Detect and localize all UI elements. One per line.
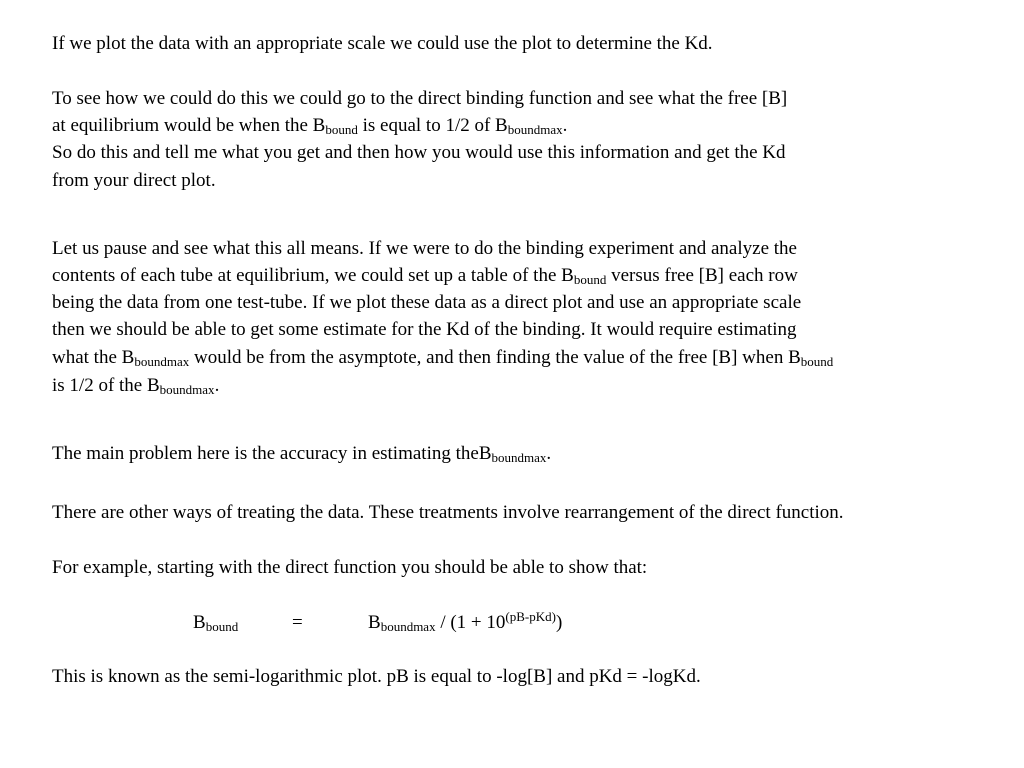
- text: B: [368, 612, 381, 633]
- subscript: boundmax: [380, 619, 436, 634]
- text-line: [52, 142, 786, 164]
- superscript: (pB-pKd): [505, 609, 556, 624]
- text: then we should be able to get some estimate for the Kd of the binding. It would require estimating: [52, 319, 797, 340]
- text: This is known as the semi-logarithmic plot. pB is equal to -log[B] and pKd = -logKd.: [52, 666, 701, 687]
- text: is equal to 1/2 of B: [357, 115, 508, 136]
- text: B: [193, 612, 206, 633]
- text: would be from the asymptote, and then finding the value of the free [B] when B: [189, 347, 801, 368]
- text: from your direct plot.: [52, 170, 216, 191]
- paragraph-example: [52, 557, 647, 579]
- text-line: [52, 265, 798, 287]
- text: .: [546, 443, 552, 464]
- text: There are other ways of treating the data. These treatments involve rearrangement of the direct function.: [52, 502, 844, 523]
- text-line: [52, 292, 801, 314]
- text: So do this and tell me what you get and then how you would use this information and get the Kd: [52, 142, 786, 163]
- text: .: [214, 375, 220, 396]
- text: If we plot the data with an appropriate scale we could use the plot to determine the Kd.: [52, 33, 713, 54]
- text-line: [52, 347, 833, 369]
- text: / (1 + 10: [435, 612, 506, 633]
- paragraph-other-ways: [52, 502, 844, 524]
- text: what the B: [52, 347, 135, 368]
- text: contents of each tube at equilibrium, we could set up a table of the B: [52, 265, 574, 286]
- paragraph-semi-log: [52, 666, 701, 688]
- subscript: boundmax: [507, 122, 563, 137]
- paragraph-main-problem: [52, 443, 551, 465]
- text: being the data from one test-tube. If we plot these data as a direct plot and use an appropriate scale: [52, 292, 802, 313]
- subscript: boundmax: [491, 450, 547, 465]
- text: .: [562, 115, 568, 136]
- subscript: bound: [800, 354, 834, 369]
- subscript: boundmax: [159, 382, 215, 397]
- text-line: [52, 375, 219, 397]
- equation-equals: [292, 612, 303, 634]
- text: Let us pause and see what this all means. If we were to do the binding experiment and analyze the: [52, 238, 797, 259]
- text: For example, starting with the direct function you should be able to show that:: [52, 557, 648, 578]
- text: at equilibrium would be when the B: [52, 115, 326, 136]
- text: The main problem here is the accuracy in estimating theB: [52, 443, 492, 464]
- subscript: bound: [325, 122, 358, 137]
- text: versus free [B] each row: [606, 265, 798, 286]
- text-line: [52, 319, 797, 341]
- text: =: [292, 612, 303, 633]
- subscript: bound: [205, 619, 239, 634]
- text: is 1/2 of the B: [52, 375, 160, 396]
- text-line: [52, 170, 216, 192]
- text-line: [52, 238, 797, 260]
- paragraph-plot-scale: [52, 33, 713, 55]
- subscript: boundmax: [134, 354, 190, 369]
- text: To see how we could do this we could go to the direct binding function and see what the free [B]: [52, 88, 788, 109]
- equation-rhs: [368, 609, 563, 634]
- text: ): [555, 612, 563, 633]
- equation-lhs: [193, 612, 238, 634]
- text-line: [52, 88, 787, 110]
- subscript: bound: [573, 272, 607, 287]
- text-line: [52, 115, 567, 137]
